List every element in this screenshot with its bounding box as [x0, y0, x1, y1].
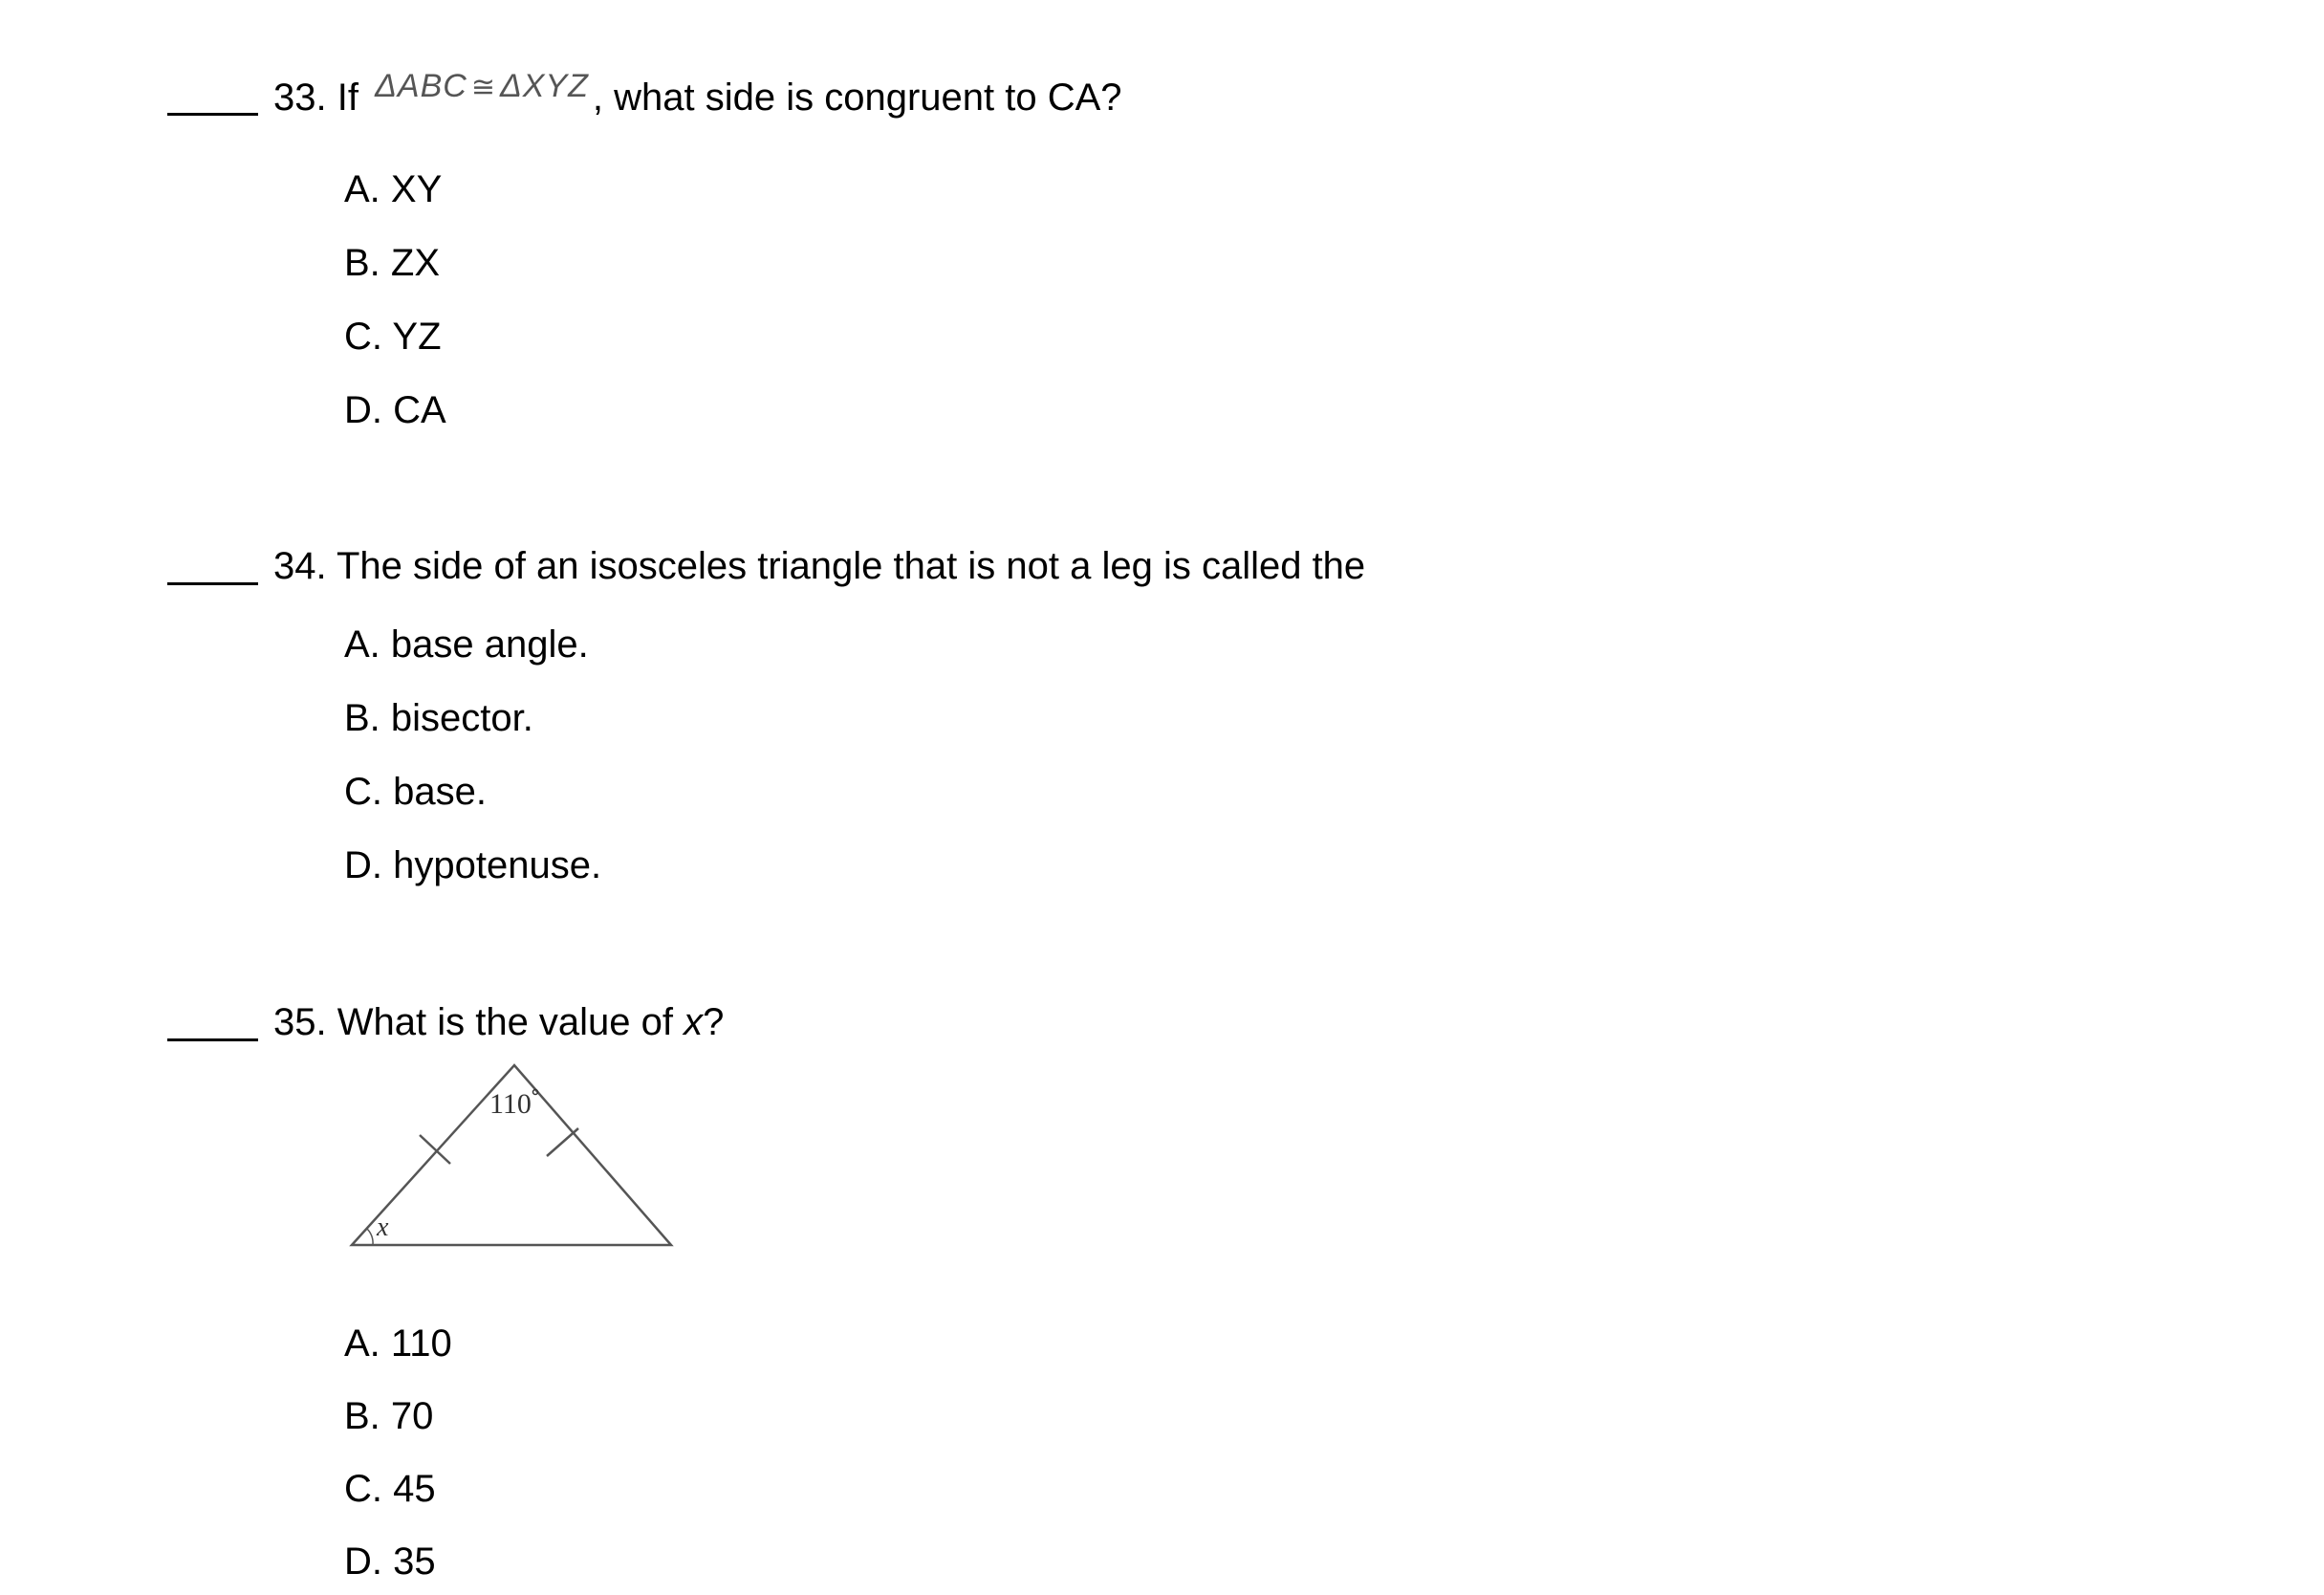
option-33-c: [344, 314, 442, 360]
base-angle-arc: [367, 1229, 373, 1245]
option-text: ZX: [390, 242, 441, 284]
option-34-c: [344, 769, 487, 815]
answer-blank-34[interactable]: [167, 582, 258, 585]
answer-blank-33[interactable]: [167, 113, 258, 116]
option-letter: B.: [344, 242, 380, 284]
option-text: bisector.: [390, 697, 533, 739]
option-letter: B.: [344, 697, 380, 739]
option-text: YZ: [392, 316, 442, 358]
option-33-a: [344, 166, 442, 212]
question-number: 34.: [273, 545, 327, 587]
option-33-b: [344, 240, 440, 286]
option-letter: B.: [344, 1395, 380, 1437]
option-text: 35: [393, 1540, 436, 1583]
option-35-b: [344, 1393, 433, 1439]
question-text: What is the value of: [337, 1001, 674, 1043]
option-letter: A.: [344, 168, 380, 210]
option-34-b: [344, 695, 533, 741]
answer-blank-35[interactable]: [167, 1038, 258, 1041]
option-35-a: [344, 1321, 452, 1366]
option-text: base.: [393, 771, 487, 813]
option-35-d: [344, 1539, 436, 1584]
option-letter: D.: [344, 1540, 382, 1583]
question-35: [273, 999, 724, 1045]
congruence-formula: [375, 63, 589, 111]
option-letter: C.: [344, 316, 382, 358]
question-text: The side of an isosceles triangle that is not a leg is called the: [337, 545, 1366, 587]
option-letter: A.: [344, 1322, 380, 1365]
option-text: 110: [390, 1322, 452, 1365]
option-35-c: [344, 1466, 436, 1512]
option-33-d: [344, 387, 446, 433]
question-number: 35.: [273, 1001, 327, 1043]
option-letter: C.: [344, 771, 382, 813]
option-text: CA: [393, 389, 446, 431]
question-text-prefix: If: [337, 76, 358, 119]
option-34-d: [344, 842, 601, 888]
option-text: base angle.: [390, 623, 589, 666]
question-number: 33.: [273, 76, 327, 119]
option-letter: D.: [344, 389, 382, 431]
left-leg-tick: [420, 1135, 450, 1164]
formula-left: ΔABC: [375, 68, 467, 104]
isosceles-triangle-figure: [344, 1052, 688, 1262]
question-mark: ?: [703, 1001, 725, 1043]
degree-mark: [533, 1090, 538, 1095]
option-letter: D.: [344, 844, 382, 886]
option-text: 45: [393, 1468, 436, 1510]
congruent-symbol: ≅: [470, 72, 496, 103]
question-text-suffix: , what side is congruent to CA?: [592, 76, 1122, 119]
question-34: [273, 543, 1365, 589]
option-34-a: [344, 622, 589, 667]
formula-right: ΔXYZ: [499, 68, 589, 104]
option-text: 70: [390, 1395, 434, 1437]
variable-x: x: [684, 1001, 704, 1043]
option-text: XY: [390, 168, 443, 210]
option-text: hypotenuse.: [393, 844, 602, 886]
apex-angle-label: 110: [489, 1088, 532, 1120]
option-letter: C.: [344, 1468, 382, 1510]
base-angle-label: x: [377, 1213, 389, 1242]
right-leg-tick: [547, 1128, 578, 1156]
question-33: [273, 68, 1122, 124]
option-letter: A.: [344, 623, 380, 666]
